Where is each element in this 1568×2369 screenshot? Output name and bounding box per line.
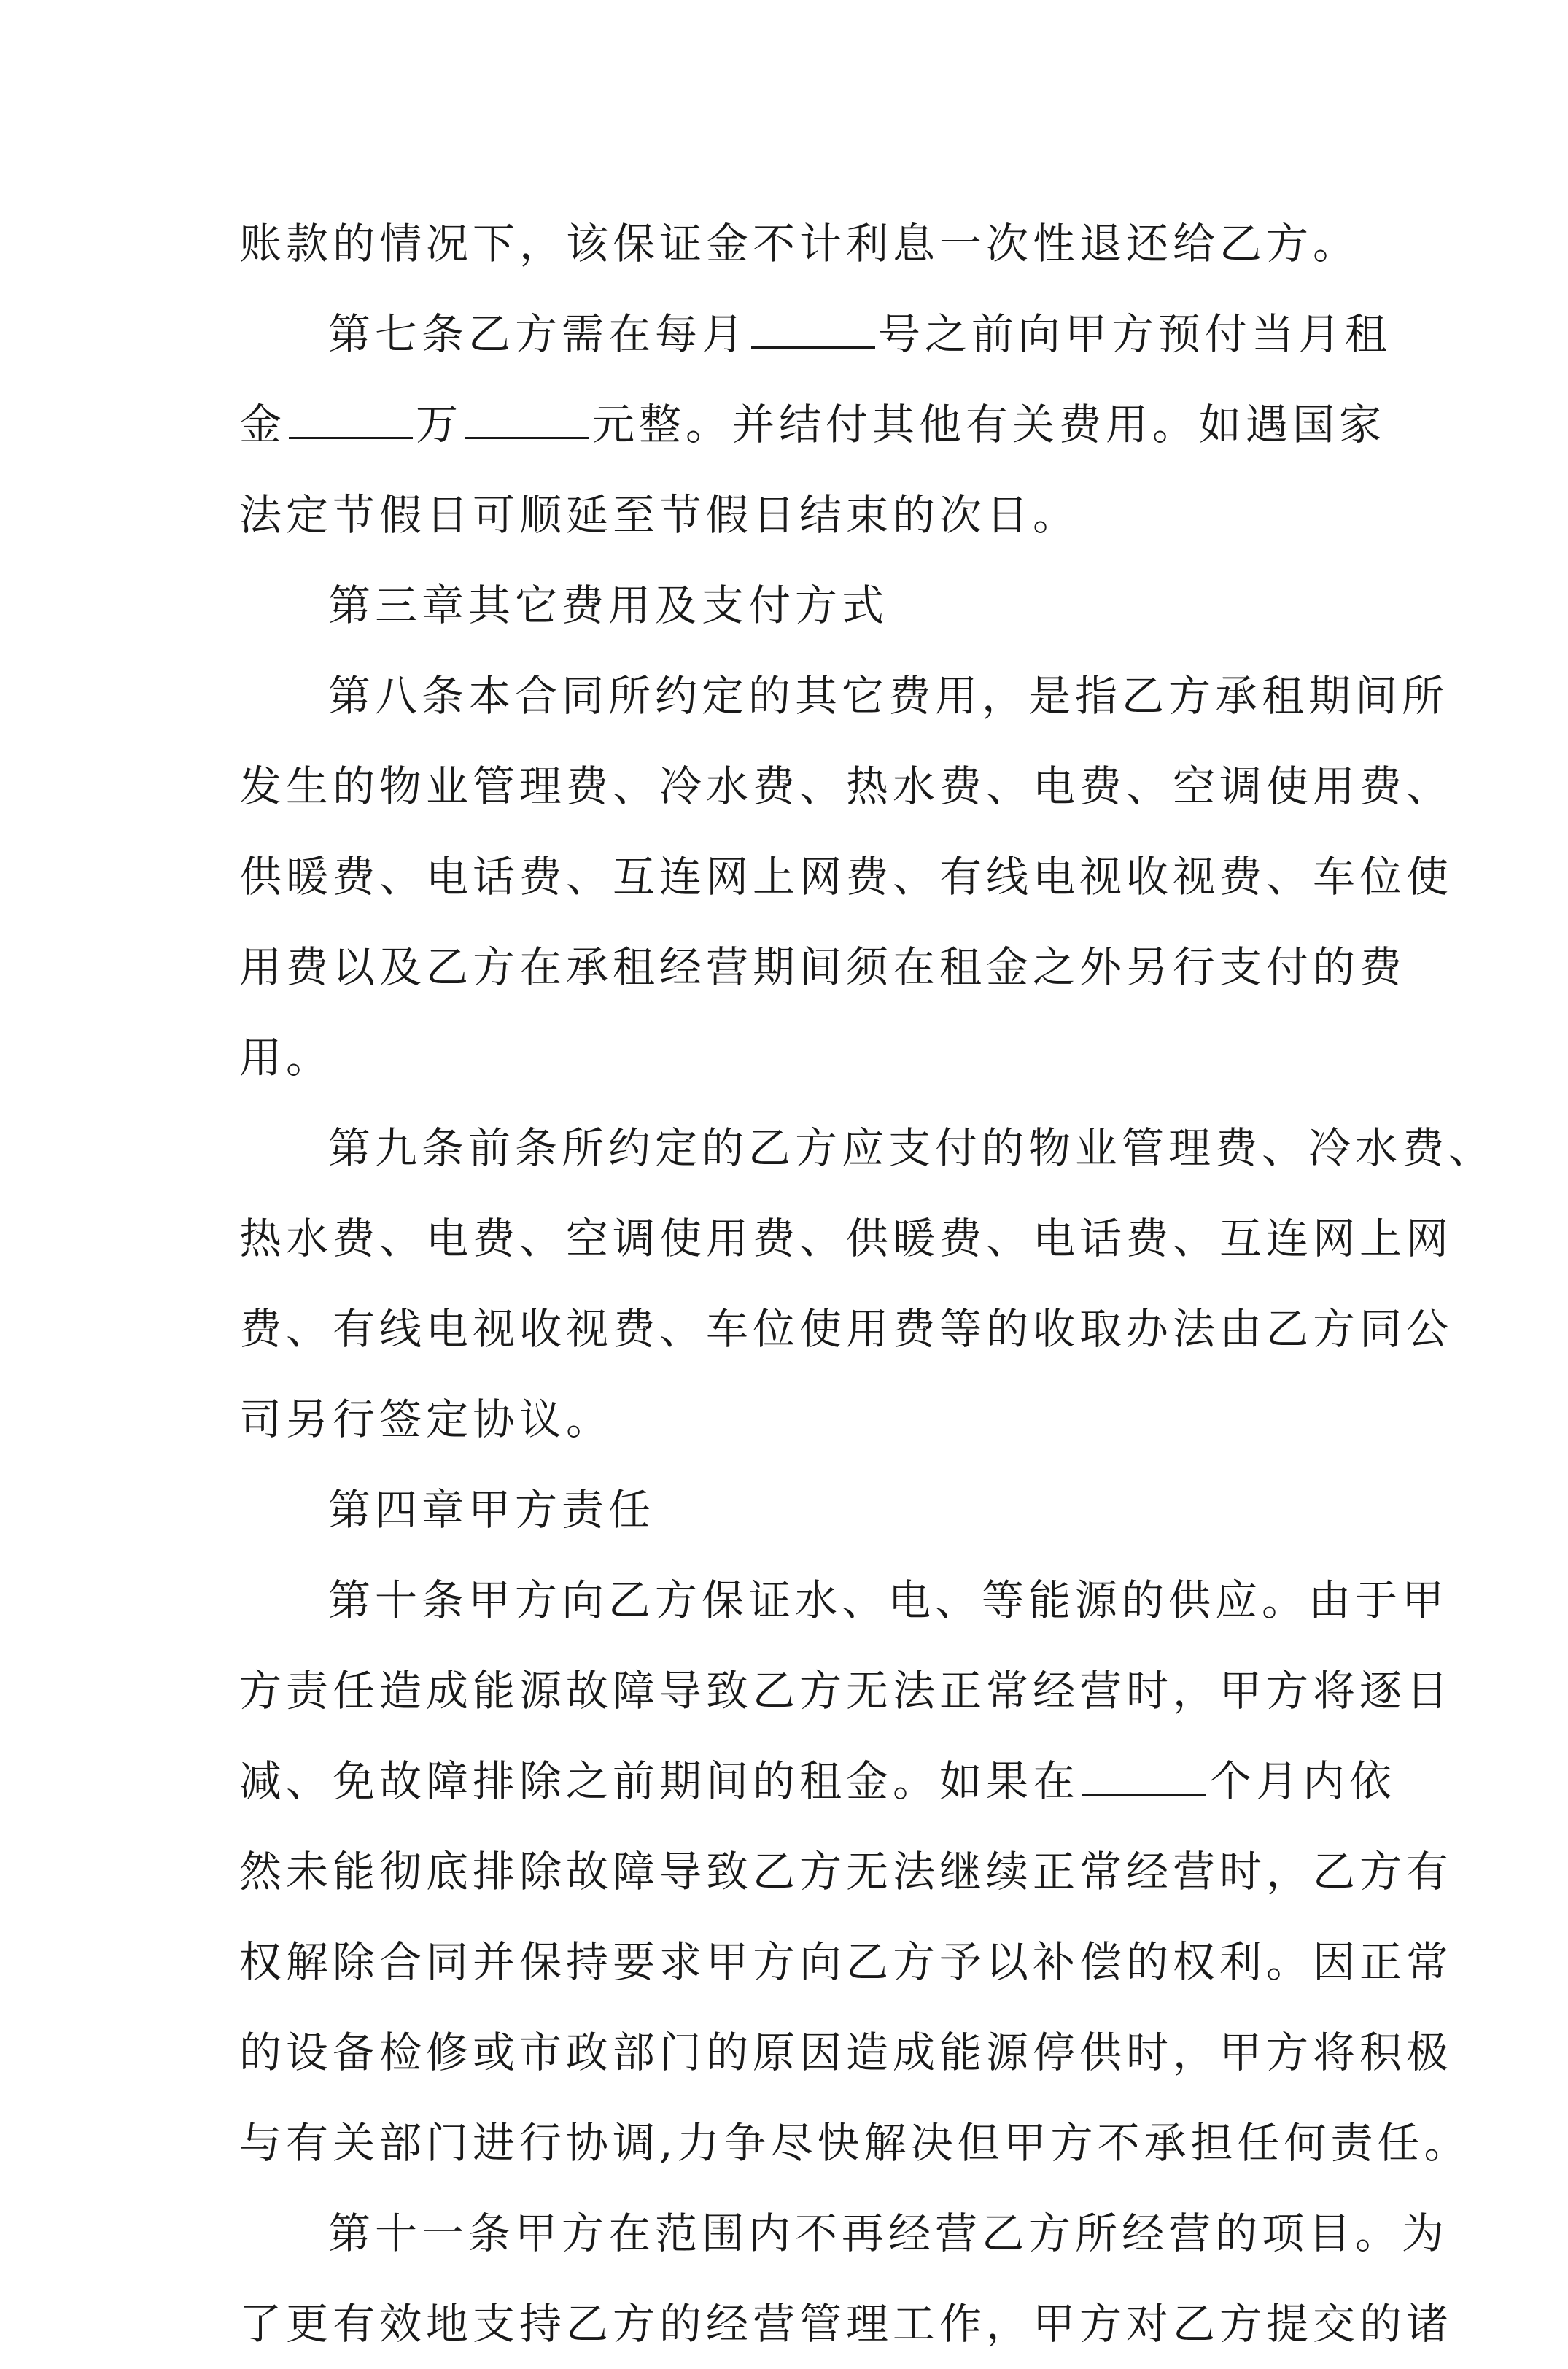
text-line: 然未能彻底排除故障导致乙方无法继续正常经营时，乙方有 (239, 1847, 1453, 1896)
text-line: 的设备检修或市政部门的原因造成能源停供时，甲方将积极 (239, 2028, 1453, 2077)
text-line: 供暖费、电话费、互连网上网费、有线电视收视费、车位使 (239, 852, 1453, 902)
text-line (239, 1736, 1397, 1826)
chapter-heading: 第三章其它费用及支付方式 (328, 581, 889, 630)
text-segment: 第七条乙方需在每月 (328, 309, 749, 359)
text-line (239, 289, 1392, 379)
text-segment: 减、免故障排除之前期间的租金。如果在 (239, 1756, 1080, 1806)
text-line: 账款的情况下，该保证金不计利息一次性退还给乙方。 (239, 219, 1360, 268)
text-line: 第八条本合同所约定的其它费用，是指乙方承租期间所 (328, 671, 1449, 721)
text-line: 第九条前条所约定的乙方应支付的物业管理费、冷水费、 (328, 1123, 1496, 1173)
text-line: 用费以及乙方在承租经营期间须在租金之外另行支付的费 (239, 942, 1407, 992)
text-line: 法定节假日可顺延至节假日结束的次日。 (239, 490, 1080, 540)
text-line: 发生的物业管理费、冷水费、热水费、电费、空调使用费、 (239, 761, 1453, 811)
text-segment: 个月内依 (1209, 1756, 1397, 1806)
text-segment: 元整。并结付其他有关费用。如遇国家 (592, 400, 1386, 449)
text-line: 与有关部门进行协调,力争尽快解决但甲方不承担任何责任。 (239, 2118, 1471, 2168)
text-segment: 金 (239, 400, 287, 449)
text-line: 第十条甲方向乙方保证水、电、等能源的供应。由于甲 (328, 1575, 1449, 1625)
text-line: 热水费、电费、空调使用费、供暖费、电话费、互连网上网 (239, 1214, 1453, 1263)
text-line: 了更有效地支持乙方的经营管理工作，甲方对乙方提交的诸 (239, 2299, 1453, 2349)
fill-in-blank (751, 310, 875, 349)
fill-in-blank (1082, 1757, 1206, 1796)
text-line: 司另行签定协议。 (239, 1395, 613, 1444)
text-segment: 号之前向甲方预付当月租 (878, 309, 1392, 359)
text-line: 第十一条甲方在范围内不再经营乙方所经营的项目。为 (328, 2209, 1449, 2258)
text-line: 用。 (239, 1033, 333, 1082)
text-line: 费、有线电视收视费、车位使用费等的收取办法由乙方同公 (239, 1304, 1453, 1354)
chapter-heading: 第四章甲方责任 (328, 1485, 656, 1535)
fill-in-blank (465, 400, 589, 439)
text-line (239, 379, 1386, 470)
fill-in-blank (289, 400, 413, 439)
text-line: 权解除合同并保持要求甲方向乙方予以补偿的权利。因正常 (239, 1937, 1453, 1987)
document-body (239, 198, 1496, 2369)
text-line: 方责任造成能源故障导致乙方无法正常经营时，甲方将逐日 (239, 1666, 1453, 1715)
text-segment: 万 (416, 400, 463, 449)
